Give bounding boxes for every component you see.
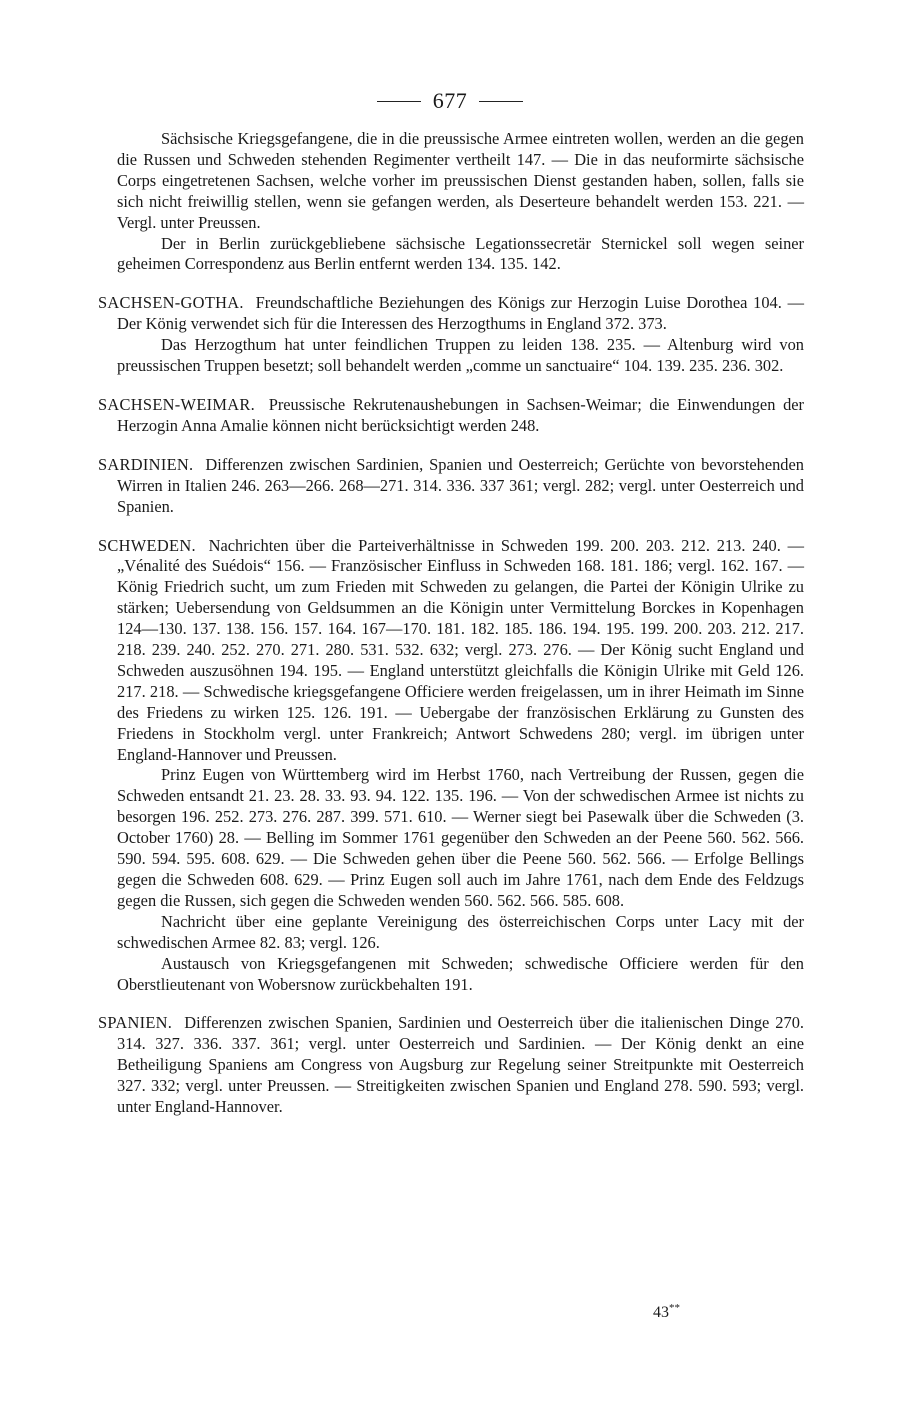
entry-heading: SARDINIEN. [98,454,194,474]
header-rule-right [479,101,523,102]
entry-heading: SACHSEN-GOTHA. [98,293,244,313]
entry-paragraph [98,395,804,437]
entry-text: Differenzen zwischen Sardinien, Spanien und Oesterreich; Gerüchte von bevorstehenden Wirren in Italien 246. 263—266. 268—271. 314. 336. 337 361; vergl. 282; vergl. unter Oesterreich und Spanien. [117,454,804,516]
entry-paragraph: Das Herzogthum hat unter feindlichen Truppen zu leiden 138. 235. — Altenburg wird von preussischen Truppen besetzt; soll behandelt werden „comme un sanctuaire“ 104. 139. 235. 236. 302. [117,335,804,376]
entry-paragraph [98,455,804,518]
entry-text: Freundschaftliche Beziehungen des Königs zur Herzogin Luise Dorothea 104. — Der König verwendet sich für die Interessen des Herzogthums in England 372. 373. [117,293,804,334]
entry-paragraph [98,536,804,766]
entry-paragraph [98,293,804,335]
signature-number: 43 [653,1304,669,1321]
entry-heading: SCHWEDEN. [98,535,196,555]
index-entry-schweden [98,536,804,996]
intro-entry-continuation [98,129,804,275]
index-entry-sachsen-weimar [98,395,804,437]
page-number: 677 [432,88,468,113]
intro-paragraph: Der in Berlin zurückgebliebene sächsische Legationssecretär Sternickel soll wegen seiner geheimen Correspondenz aus Berlin entfernt werden 134. 135. 142. [117,233,804,274]
entry-text: Differenzen zwischen Spanien, Sardinien und Oesterreich über die italienischen Dinge 270. 314. 327. 336. 337. 361; vergl. unter Oesterreich und Sardinien. — Der König denkt an eine Betheiligung Spaniens am Congress von Augsburg zur Regelung seiner Streitpunkte mit Oesterreich 327. 332; vergl. unter Preussen. — Streitigkeiten zwischen Spanien und England 278. 590. 593; vergl. unter England-Hannover. [117,1013,804,1117]
index-entry-spanien [98,1013,804,1118]
entry-heading: SPANIEN. [98,1013,173,1033]
entry-paragraph: Prinz Eugen von Württemberg wird im Herbst 1760, nach Vertreibung der Russen, gegen die Schweden entsandt 21. 23. 28. 33. 93. 94. 122. 135. 196. — Von der schwedischen Armee ist nichts zu besorgen 196. 252. 273. 276. 287. 399. 571. 610. — Werner siegt bei Pasewalk über die Schweden (3. October 1760) 28. — Belling im Sommer 1761 gegenüber den Schweden an der Peene 560. 562. 566. 590. 594. 595. 608. 629. — Die Schweden gehen über die Peene 560. 562. 566. — Erfolge Bellings gegen die Schweden 608. 629. — Prinz Eugen soll auch im Jahre 1761, nach dem Ende des Feldzugs gegen die Russen, sich gegen die Schweden wenden 560. 562. 566. 585. 608. [117,765,804,910]
index-entry-sardinien [98,455,804,518]
signature-mark [653,1302,680,1322]
signature-asterisks: ** [669,1302,680,1314]
entry-text: Preussische Rekrutenaushebungen in Sachsen-Weimar; die Einwendungen der Herzogin Anna Amalie können nicht berücksichtigt werden 248. [117,394,804,435]
entry-heading: SACHSEN-WEIMAR. [98,394,256,414]
entry-text: Nachrichten über die Parteiverhältnisse in Schweden 199. 200. 203. 212. 213. 240. — „Vénalité des Suédois“ 156. — Französischer Einfluss in Schweden 168. 181. 186; vergl. 162. 167. — König Friedrich sucht, um zum Frieden mit Schweden zu gelangen, die Partei der Königin Ulrike zu stärken; Uebersendung von Geldsummen an die Königin unter Vermittelung Borckes in Kopenhagen 124—130. 137. 138. 156. 157. 164. 167—170. 181. 182. 185. 186. 194. 195. 199. 200. 203. 212. 217. 218. 239. 240. 252. 270. 271. 280. 531. 532. 632; vergl. 273. 276. — Der König sucht England und Schweden auszusöhnen 194. 195. — England unterstützt gleichfalls die Königin Ulrike mit Geld 126. 217. 218. — Schwedische kriegsgefangene Officiere werden freigelassen, um in ihrer Heimath im Sinne des Friedens zu wirken 125. 126. 191. — Uebergabe der französischen Erklärung zu Gunsten des Friedens in Stockholm vergl. unter Frankreich; Antwort Schwedens 280; vergl. im übrigen unter England-Hannover und Preussen. [117,535,804,764]
header-rule-left [377,101,421,102]
entry-paragraph: Austausch von Kriegsgefangenen mit Schweden; schwedische Officiere werden für den Oberstlieutenant von Wobersnow zurückbehalten 191. [117,953,804,994]
index-content [98,129,804,1136]
entry-paragraph [98,1013,804,1118]
index-entry-sachsen-gotha [98,293,804,377]
entry-paragraph: Nachricht über eine geplante Vereinigung des österreichischen Corps unter Lacy mit der schwedischen Armee 82. 83; vergl. 126. [117,911,804,952]
intro-paragraph: Sächsische Kriegsgefangene, die in die preussische Armee eintreten wollen, werden an die gegen die Russen und Schweden stehenden Regimenter vertheilt 147. — Die in das neuformirte sächsische Corps eingetretenen Sachsen, welche vorher im preussischen Dienst gestanden haben, sollen, falls sie sich nicht freiwillig stellen, wenn sie gefangen werden, als Deserteure behandelt werden 153. 221. — Vergl. unter Preussen. [117,129,804,232]
page-header [0,84,900,118]
